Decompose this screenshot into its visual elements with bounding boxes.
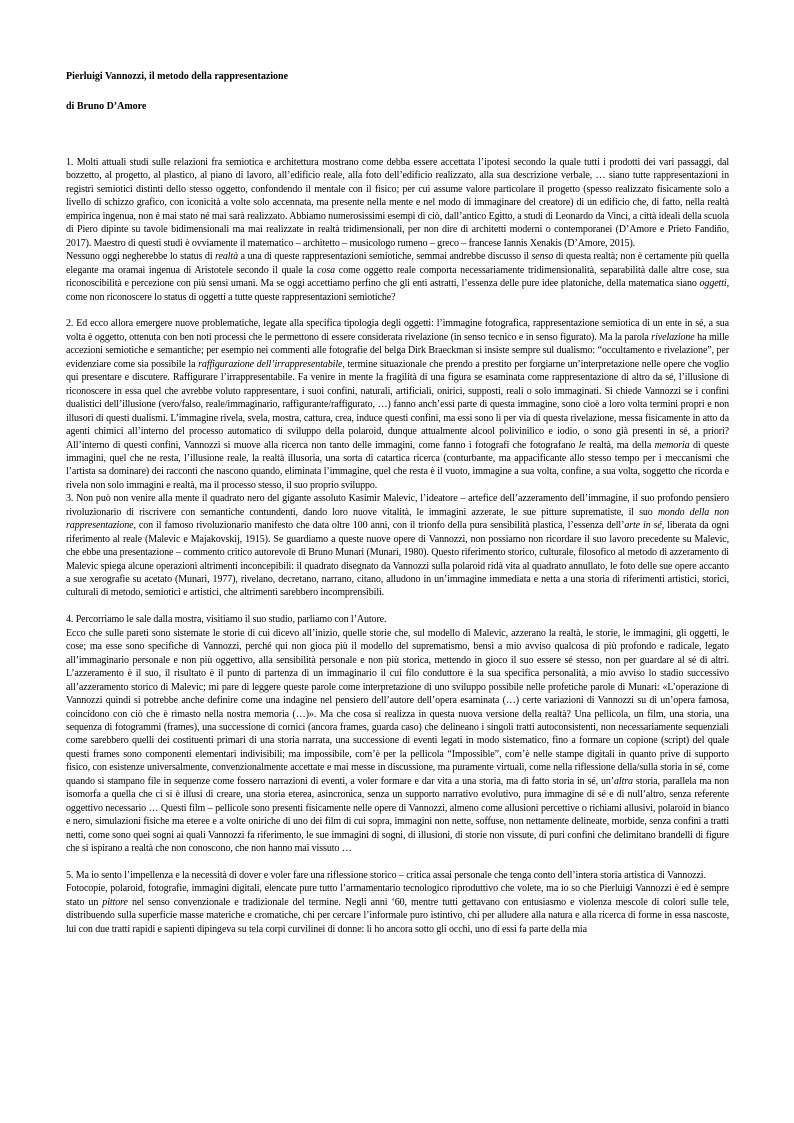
body-text: , come non riconoscere lo status di oggetti a tutte queste rappresentazioni semiotiche? <box>66 278 729 303</box>
body-text: 4. Percorriamo le sale dalla mostra, visitiamo il suo studio, parliamo con l’Autore. <box>66 614 387 626</box>
body-text: , termine situazionale che prendo a prestito per forgiarne un’interpretazione nelle opere che voglio qui presentare e discutere. Raffigurare l’irrappresentabile. Fa venire in mente la fragilità di una figura se esaminata come rappresentazione di altro da sé, l’illusione di riconoscere in essa quel che avrebbe voluto rappresentare, i suoi confini, naturali, artificiali, onirici, supposti, reali o solo immaginati. Si chiede Vannozzi se i confini dualistici dell’illusione (vero/falso, reale/immaginario, raffigurante/raffigurato, …) fanno anch’essi parte di questa immagine, sono cioè a loro volta termini propri e non illusori di questi dualismi. L’immagine rivela, svela, mostra, cattura, crea, induce questi confini, ma essi sono lì per via di questa rivelazione, messa fisicamente in atto da agenti chimici all’interno del processo automatico di sviluppo della polaroid, dunque attualmente alcool polivinilico e iodio, o sono già presenti in sé, a priori? All’interno di questi confini, Vannozzi si muove alla ricerca non tanto delle immagini, come fanno i fotografi che fotografano <box>66 358 730 451</box>
emphasized-text: altra <box>614 775 633 787</box>
body-text: nel senso convenzionale e tradizionale del termine. Negli anni ‘60, mentre tutti gettavano con entusiasmo e violenza mescole di colori sulle tele, distribuendo sulla superficie masse materiche e cromatiche, chi per cercare l’informale puro istintivo, chi per alludere alla natura e alla ricerca di forme in essa nascoste, lui con due tratti rapidi e sapienti dipingeva su tela corpi curvilinei di donne: li ho ancora sotto gli occhi, uno di essi fa parte della mia <box>66 896 729 935</box>
emphasized-text: arte in sé <box>624 520 662 532</box>
body-text: realtà, ma della <box>585 439 655 451</box>
body-text: 5. Ma io sento l’impellenza e la necessità di dover e voler fare una riflessione storico – critica assai personale che tenga conto dell’intera storia artistica di Vannozzi. <box>66 869 706 881</box>
body-text: Ecco che sulle pareti sono sistemate le storie di cui dicevo all’inizio, quelle storie che, sul modello di Malevic, azzerano la realtà, le storie, le immagini, gli oggetti, le cose; ma esse sono specifiche di Vannozzi, perché qui non gioca più il modello del suprematismo, bensì a mio avviso qualcosa di più profondo e radicale, legato all’immaginario personale e non più oggettivo, alla sensibilità personale e non più storica, mettendo in gioco il suo essere sé stesso, non per guardare al sé di altri. L’azzeramento è il suo, il risultato è il punto di partenza di un immaginario il cui filo conduttore è la sua specifica personalità, a mio avviso lo stadio successivo all’azzeramento storico di Malevic; mi pare di leggere queste parole come interpretazione di uno sviluppo possibile nelle profetiche parole di Munari: «L’operazione di Vannozzi quindi si potrebbe anche definire come una indagine nel pensiero dell’autore dell’opera esaminata (…) certe variazioni di Vannozzi su di un’opera famosa, coincidono con ciò che è rimasto nella nostra memoria (…)». Ma che cosa si realizza in questa nuova versione della realtà? Una pellicola, un film, una storia, una sequenza di fotogrammi (frames), una successione di cornici (ancora frames, guarda caso) che delineano i singoli tratti autoconsistenti, non necessariamente sequenziali come sarebbero quelli dei costituenti primari di una storia narrata, una successione di eventi legati in modo sistematico, fino a formare un copione (script) del quale questi frames sono componenti elementari indivisibili; ma impossibile, com’è per la pellicola “Impossible”, com’è nelle stampe digitali in quanto prive di supporto fisico, con esistenze universalmente, convenzionalmente accettate e mai messe in discussione, ma puramente virtuali, come nella riflessione della/sulla storia in sé, come quando si stampano file in sequenze come fossero narrazioni di eventi, a voler formare e dar vita a una storia, ma di fatto storia in sé, un’ <box>66 627 729 787</box>
emphasized-text: mondo della non rappresentazione <box>66 506 730 532</box>
paragraph-4 <box>66 613 729 626</box>
document-byline: di Bruno D’Amore <box>66 101 147 112</box>
body-text: 1. Molti attuali studi sulle relazioni fra semiotica e architettura mostrano come debba essere accettata l’ipotesi secondo la quale tutti i prodotti dei vari passaggi, dal bozzetto, al progetto, al plastico, al piano di lavoro, all’edificio reale, alla foto dell’edificio realizzato, alla sua descrizione verbale, … siano tutte rappresentazioni in registri semiotici distinti dello stesso oggetto, confondendo il mentale con il fisico; per cui assume valore particolare il progetto (spesso realizzato fisicamente solo a livello di schizzo grafico, con iconicità a volte solo accennata, ma presente nella mente e nel modo di immaginare del creatore) di un edificio che, di fatto, nella realtà empirica ingenua, non è mai stato né mai sarà realizzato. Abbiamo numerosissimi esempi di ciò, dall’antico Egitto, a studi di Leonardo da Vinci, a città ideali della scuola di Piero dipinte su tavole bidimensionali ma mai realizzate in realtà tridimensionali, per non dire di architetti moderni o contemporanei (D’Amore e Prieto Fandiño, 2017). Maestro di questi studi è ovviamente il matematico – architetto – musicologo rumeno – greco – francese Iannis Xenakis (D’Amore, 2015). <box>66 157 729 249</box>
body-text: come oggetto reale comporta necessariamente tridimensionalità, separabilità dalle altre cose, sua riconoscibilità e percezione con più sensi umani. Ma se oggi accettiamo perfino che gli enti astratti, l’essenza delle pure idee platoniche, della matematica siano <box>66 264 729 290</box>
paragraph-2 <box>66 317 729 492</box>
body-text: ha mille accezioni semiotiche e semantiche; per esempio nei commenti alle fotografie del belga Dirk Braeckman si insiste sempre sul dualismo: “occultamento e rivelazione”, per evidenziare come sia possibile la <box>66 331 729 370</box>
emphasized-text: rivelazione <box>651 331 695 343</box>
body-text: di questa realtà; non è certamente più quella elegante ma oramai ingenua di Aristotele secondo il quale la <box>66 251 729 276</box>
emphasized-text: senso <box>531 251 554 263</box>
paragraph-3 <box>66 492 729 600</box>
emphasized-text: oggetti <box>699 278 727 290</box>
body-text: di queste immagini, quel che ne resta, l’illusione reale, la realtà illusoria, una sorta di catartica ricerca (conturbante, ma appacificante allo stesso tempo per i meccanismi che l’artista sa dominare) dei racconti che nascono quando, eliminata l’immagine, quel che resta è il vuoto, immagine a sua volta, confine, a sua volta, soggetto che ricorda e rivela non solo immagini e realtà, ma il processo stesso, il suo proprio sviluppo. <box>66 439 729 491</box>
body-text: a una di queste rappresentazioni semiotiche, semmai andrebbe discusso il <box>238 251 532 263</box>
emphasized-text: raffigurazione dell’irrappresentabile <box>198 358 343 370</box>
paragraph-1 <box>66 156 729 250</box>
emphasized-text: le <box>578 439 586 451</box>
body-text: Nessuno oggi negherebbe lo status di <box>66 251 216 263</box>
emphasized-text: realtà <box>215 251 239 263</box>
emphasized-text: cosa <box>317 264 336 276</box>
emphasized-text: pittore <box>102 896 128 908</box>
document-title: Pierluigi Vannozzi, il metodo della rappresentazione <box>66 71 289 82</box>
document-body <box>66 156 729 936</box>
paragraph-4-continued <box>66 627 729 856</box>
body-text: 2. Ed ecco allora emergere nuove problematiche, legate alla specifica tipologia degli oggetti: l’immagine fotografica, rappresentazione semiotica di un ente in sé, a sua volta è oggetto, ottenuta con ben noti processi che le permettono di essere considerata rivelazione (in senso tecnico e in senso figurato). Ma la parola <box>66 318 729 343</box>
body-text: storia, parallela ma non isomorfa a quella che ci si è illusi di creare, una storia eterea, asincronica, senza un supporto narrativo evolutivo, pura immagine di sé e di null’altro, senza referente oggettivo necessario … Questi film – pellicole sono presenti fisicamente nelle opere di Vannozzi, almeno come allusioni percettive o richiami allusivi, polaroid in bianco e nero, simulazioni fisiche ma eteree e a volte oniriche di uno dei film di cui sopra, immagini non nette, soffuse, non nettamente delineate, morbide, senza confini a tratti netti, come sono quei sogni ai quali Vannozzi fa riferimento, le sue immagini di sogni, di illusioni, di storie non vissute, di puri confini che delimitano brandelli di figure che si ispirano a realtà che non conoscono, che non hanno mai vissuto … <box>66 775 729 855</box>
body-text: 3. Non può non venire alla mente il quadrato nero del gigante assoluto Kasimir Malevic, l’ideatore – artefice dell’azzeramento dell’immagine, il suo profondo pensiero rivoluzionario di riscrivere con semantiche contundenti, dando loro nuove vitalità, le immagini azzerate, le sue pitture suprematiste, il suo <box>66 493 729 518</box>
body-text: , con il famoso rivoluzionario manifesto che data oltre 100 anni, con il trionfo della pura sensibilità plastica, l’essenza dell’ <box>133 520 625 532</box>
body-text: Fotocopie, polaroid, fotografie, immagini digitali, elencate pure tutto l’armamentario tecnologico riproduttivo che volete, ma io so che Pierluigi Vannozzi è ed è sempre stato un <box>66 883 729 908</box>
emphasized-text: memoria <box>654 439 690 451</box>
paragraph-5 <box>66 869 729 882</box>
paragraph-5-continued <box>66 882 729 936</box>
body-text: , liberata da ogni riferimento al reale (Malevic e Majakovskij, 1915). Se guardiamo a queste nuove opere di Vannozzi, non possiamo non ricordare il suo lavoro precedente su Malevic, che ebbe una presentazione – commento critico autorevole di Bruno Munari (Munari, 1980). Questo riferimento storico, culturale, filosofico al metodo di azzeramento di Malevic spiega alcune operazioni altrimenti inconcepibili: il quadrato disegnato da Vannozzi sulla polaroid ridà vita al quadrato annullato, le foto delle sue opere accanto a sue xerografie su acetato (Munari, 1977), rivelano, decretano, narrano, citano, alludono in un’immagine immediata e netta a una storia di riferimenti artistici, storici, culturali di metodo, semiotici e artistici, che altrimenti sarebbero incomprensibili. <box>66 520 730 599</box>
paragraph-1-continued <box>66 250 729 304</box>
